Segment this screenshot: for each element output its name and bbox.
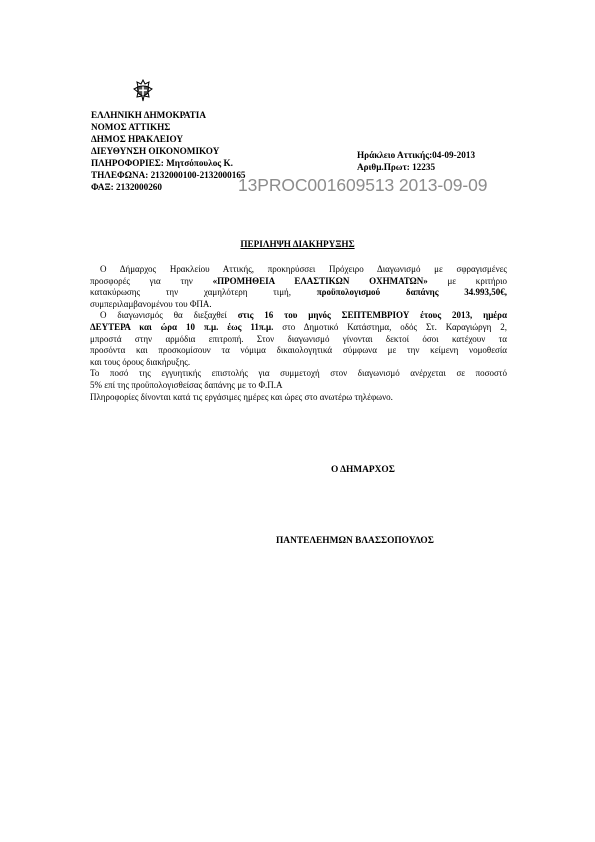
header-contact-person: ΠΛΗΡΟΦΟΡΙΕΣ: Μητσόπουλος Κ.	[91, 158, 233, 168]
greek-coat-of-arms-icon	[131, 79, 155, 103]
body-line	[90, 264, 507, 276]
body-line	[90, 392, 507, 404]
body-line	[90, 380, 507, 392]
tender-time: ΔΕΥΤΕΡΑ και ώρα 10 π.μ. έως 11π.μ.	[90, 321, 274, 332]
body-line	[90, 357, 507, 369]
document-date: Ηράκλειο Αττικής:04-09-2013	[357, 150, 476, 160]
body-text: προσόντα και προσκομίσουν τα νόμιμα δικαιολογητικά σύμφωνα με την κείμενη νομοθεσία	[90, 345, 507, 356]
body-line	[90, 368, 507, 380]
body-line	[90, 299, 507, 311]
header-phones: ΤΗΛΕΦΩΝΑ: 2132000100-2132000165	[91, 170, 246, 180]
protocol-number: Αριθμ.Πρωτ: 12235	[357, 162, 436, 172]
tender-subject: «ΠΡΟΜΗΘΕΙΑ ΕΛΑΣΤΙΚΩΝ ΟΧΗΜΑΤΩΝ»	[212, 275, 428, 286]
header-municipality: ΔΗΜΟΣ ΗΡΑΚΛΕΙΟΥ	[91, 134, 184, 144]
budget-amount: προϋπολογισμού δαπάνης 34.993,50€,	[316, 287, 507, 298]
header-prefecture: ΝΟΜΟΣ ΑΤΤΙΚΗΣ	[91, 122, 171, 132]
body-text: Πληροφορίες δίνονται κατά τις εργάσιμες ημέρες και ώρες στο ανωτέρω τηλέφωνο.	[90, 391, 393, 402]
body-text: με κριτήριο	[427, 275, 507, 286]
body-line	[90, 334, 507, 346]
body-line	[90, 287, 507, 299]
body-line	[90, 345, 507, 357]
body-text: 5% επί της προϋπολογισθείσας δαπάνης με το Φ.Π.Α	[90, 379, 283, 390]
body-line	[90, 310, 507, 322]
body-text: Ο Δήμαρχος Ηρακλείου Αττικής, προκηρύσσει Πρόχειρο Διαγωνισμό με σφραγισμένες	[100, 264, 507, 274]
body-text: κατακύρωσης την χαμηλότερη τιμή,	[90, 287, 317, 298]
signature-name: ΠΑΝΤΕΛΕΗΜΩΝ ΒΛΑΣΣΟΠΟΥΛΟΣ	[276, 536, 434, 546]
body-line	[90, 276, 507, 288]
ada-stamp-code: 13PROC001609513 2013-09-09	[238, 175, 488, 195]
signature-role: Ο ΔΗΜΑΡΧΟΣ	[331, 465, 395, 475]
body-text: στο Δημοτικό Κατάστημα, οδός Στ. Καραγιώργη 2,	[273, 321, 507, 332]
header-fax: ΦΑΞ: 2132000260	[91, 182, 162, 192]
body-line	[90, 322, 507, 334]
header-department: ΔΙΕΥΘΥΝΣΗ ΟΙΚΟΝΟΜΙΚΟΥ	[91, 146, 220, 156]
document-title: ΠΕΡΙΛΗΨΗ ΔΙΑΚΗΡΥΞΗΣ	[240, 239, 355, 249]
body-text: προσφορές για την	[90, 275, 213, 286]
header-republic: ΕΛΛΗΝΙΚΗ ΔΗΜΟΚΡΑΤΙΑ	[91, 110, 206, 120]
tender-date: στις 16 του μηνός ΣΕΠΤΕΜΒΡΙΟΥ έτους 2013, ημέρα	[237, 310, 507, 321]
body-text: και τους όρους διακήρυξης.	[90, 356, 191, 367]
body-text: Το ποσό της εγγυητικής επιστολής για συμμετοχή στον διαγωνισμό ανέρχεται σε ποσοστό	[90, 368, 507, 379]
body-text: Ο διαγωνισμός θα διεξαχθεί	[100, 310, 238, 321]
document-body	[90, 264, 507, 403]
body-text: συμπεριλαμβανομένου του ΦΠΑ.	[90, 298, 212, 309]
body-text: μπροστά στην αρμόδια επιτροπή. Στον διαγωνισμό γίνονται δεκτοί όσοι κατέχουν τα	[90, 333, 507, 344]
